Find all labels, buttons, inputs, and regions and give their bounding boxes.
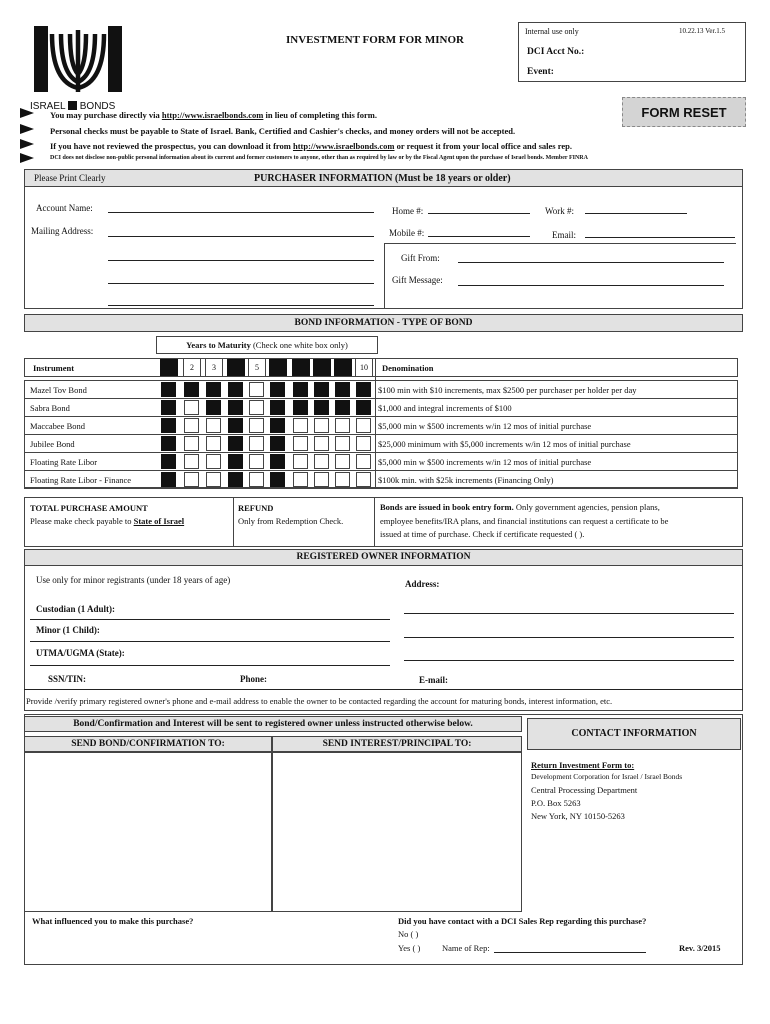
city: New York, NY 10150-5263 <box>531 811 625 821</box>
unavailable-term-cell <box>228 436 243 451</box>
mobile-phone-field[interactable] <box>428 236 530 237</box>
year-column-4 <box>227 359 245 376</box>
unavailable-term-cell <box>228 472 243 487</box>
unavailable-term-cell <box>293 382 308 397</box>
work-phone-field[interactable] <box>585 213 687 214</box>
maturity-checkbox[interactable] <box>335 454 350 469</box>
gift-from-field[interactable] <box>458 262 724 263</box>
year-column-10: 10 <box>355 359 373 376</box>
israel-bonds-logo <box>30 22 126 102</box>
mobile-phone-label: Mobile #: <box>389 228 425 238</box>
owner-address-field-2[interactable] <box>404 637 734 638</box>
years-to-maturity-box <box>156 336 378 354</box>
gift-from-label: Gift From: <box>401 253 440 263</box>
arrow-icon <box>20 139 34 149</box>
mailing-address-field-3[interactable] <box>108 283 374 284</box>
internal-use-box <box>518 22 746 82</box>
maturity-checkbox[interactable] <box>356 454 371 469</box>
owner-address-field-3[interactable] <box>404 660 734 661</box>
unavailable-term-cell <box>206 382 221 397</box>
account-name-field[interactable] <box>108 212 374 213</box>
ssn-label: SSN/TIN: <box>48 674 87 684</box>
send-bond-heading-bar <box>24 736 272 752</box>
maturity-checkbox[interactable] <box>206 436 221 451</box>
email-field[interactable] <box>585 237 735 238</box>
maturity-checkbox[interactable] <box>335 472 350 487</box>
dci-contact-label: Did you have contact with a DCI Sales Rep regarding this purchase? <box>398 916 647 926</box>
form-reset-button[interactable] <box>622 97 746 127</box>
bond-denomination: $5,000 min w $500 increments w/in 12 mos of initial purchase <box>378 457 592 467</box>
year-column-8 <box>313 359 331 376</box>
maturity-checkbox[interactable] <box>206 418 221 433</box>
maturity-checkbox[interactable] <box>184 436 199 451</box>
maturity-checkbox[interactable] <box>293 418 308 433</box>
maturity-checkbox[interactable] <box>249 400 264 415</box>
instrument-header: Instrument <box>33 363 75 373</box>
unavailable-term-cell <box>228 454 243 469</box>
total-purchase-label[interactable]: TOTAL PURCHASE AMOUNT <box>30 503 148 513</box>
home-phone-field[interactable] <box>428 213 530 214</box>
unavailable-term-cell <box>270 382 285 397</box>
unavailable-term-cell <box>228 400 243 415</box>
owner-phone-label: Phone: <box>240 674 267 684</box>
bond-denomination: $1,000 and integral increments of $100 <box>378 403 512 413</box>
home-phone-label: Home #: <box>392 206 424 216</box>
years-to-maturity-label: Years to Maturity <box>186 340 251 350</box>
year-column-9 <box>334 359 352 376</box>
form-reset-label: FORM RESET <box>641 105 727 120</box>
mailing-address-field-2[interactable] <box>108 260 374 261</box>
note-purchase-online: You may purchase directly via http://www.israelbonds.com in lieu of completing this form. <box>50 110 377 120</box>
logo-bonds-text: BONDS <box>79 101 116 112</box>
maturity-checkbox[interactable] <box>249 418 264 433</box>
unavailable-term-cell <box>161 472 176 487</box>
owner-heading-bar <box>24 549 743 566</box>
provide-note: Provide /verify primary registered owner's phone and e-mail address to enable the owner to be contacted regarding the account for maturing bonds, interest information, etc. <box>26 696 613 706</box>
maturity-checkbox[interactable] <box>249 454 264 469</box>
mailing-address-field-4[interactable] <box>108 305 374 306</box>
maturity-checkbox[interactable] <box>356 418 371 433</box>
send-interest-field[interactable] <box>272 752 522 912</box>
year-column-2: 2 <box>183 359 201 376</box>
bond-denomination: $100k min. with $25k increments (Financing Only) <box>378 475 554 485</box>
logo-israel-text: ISRAEL <box>30 101 66 112</box>
bond-instrument: Maccabee Bond <box>30 421 85 431</box>
mailing-address-field-1[interactable] <box>108 236 374 237</box>
unavailable-term-cell <box>270 418 285 433</box>
rep-name-label: Name of Rep: <box>442 943 490 953</box>
unavailable-term-cell <box>270 454 285 469</box>
note-personal-checks: Personal checks must be payable to State of Israel. Bank, Certified and Cashier's checks, and money orders will not be accepted. <box>50 126 516 136</box>
maturity-checkbox[interactable] <box>356 472 371 487</box>
department: Central Processing Department <box>531 785 638 795</box>
year-column-7 <box>292 359 310 376</box>
payable-note: Please make check payable to State of Israel <box>30 516 185 526</box>
unavailable-term-cell <box>161 382 176 397</box>
maturity-checkbox[interactable] <box>184 472 199 487</box>
po-box: P.O. Box 5263 <box>531 798 581 808</box>
unavailable-term-cell <box>161 400 176 415</box>
unavailable-term-cell <box>206 400 221 415</box>
unavailable-term-cell <box>356 382 371 397</box>
refund-label: REFUND <box>238 503 274 513</box>
maturity-checkbox[interactable] <box>293 436 308 451</box>
minor-note: Use only for minor registrants (under 18 years of age) <box>36 575 231 585</box>
org-name: Development Corporation for Israel / Israel Bonds <box>531 772 683 781</box>
unavailable-term-cell <box>314 382 329 397</box>
contact-heading: CONTACT INFORMATION <box>571 728 697 739</box>
denomination-header: Denomination <box>382 363 434 373</box>
print-clearly-label: Please Print Clearly <box>34 173 106 183</box>
arrow-icon <box>20 153 34 163</box>
dci-acct-label[interactable]: DCI Acct No.: <box>527 47 585 57</box>
arrow-icon <box>20 124 34 134</box>
unavailable-term-cell <box>270 436 285 451</box>
maturity-checkbox[interactable] <box>206 472 221 487</box>
revision-label: Rev. 3/2015 <box>679 943 721 953</box>
maturity-checkbox[interactable] <box>206 454 221 469</box>
bond-header-row <box>24 358 738 377</box>
prospectus-link[interactable]: http://www.israelbonds.com <box>292 141 395 151</box>
unavailable-term-cell <box>293 400 308 415</box>
utma-label: UTMA/UGMA (State): <box>36 648 125 658</box>
unavailable-term-cell <box>356 400 371 415</box>
owner-heading: REGISTERED OWNER INFORMATION <box>296 552 471 562</box>
year-column-6 <box>269 359 287 376</box>
maturity-checkbox[interactable] <box>335 436 350 451</box>
year-column-3: 3 <box>205 359 223 376</box>
logo-seal-icon <box>68 101 77 110</box>
year-column-5: 5 <box>248 359 266 376</box>
year-column-1 <box>160 359 178 376</box>
send-banner: Bond/Confirmation and Interest will be sent to registered owner unless instructed otherwise below. <box>24 716 522 732</box>
email-label: Email: <box>552 230 576 240</box>
unavailable-term-cell <box>228 382 243 397</box>
internal-use-label: Internal use only <box>525 27 579 36</box>
bond-instrument: Jubilee Bond <box>30 439 75 449</box>
arrow-icon <box>20 108 34 118</box>
book-entry-note: Bonds are issued in book entry form. Only government agencies, pension plans, employee benefits/IRA plans, and financial institutions can request a certificate to be issued at time of purchase. Check if certificate requested ( ). <box>380 502 669 539</box>
unavailable-term-cell <box>270 472 285 487</box>
account-name-label: Account Name: <box>36 203 93 213</box>
maturity-checkbox[interactable] <box>314 436 329 451</box>
maturity-checkbox[interactable] <box>314 454 329 469</box>
maturity-checkbox[interactable] <box>314 418 329 433</box>
yes-checkbox[interactable]: Yes ( ) <box>398 943 421 953</box>
bond-heading: BOND INFORMATION - TYPE OF BOND <box>294 318 473 328</box>
send-interest-label: SEND INTEREST/PRINCIPAL TO: <box>322 739 472 749</box>
maturity-checkbox[interactable] <box>314 472 329 487</box>
rep-name-field[interactable] <box>494 952 646 953</box>
return-label: Return Investment Form to: <box>531 760 635 770</box>
years-note: (Check one white box only) <box>250 340 348 350</box>
work-phone-label: Work #: <box>545 206 575 216</box>
owner-section <box>24 549 743 711</box>
unavailable-term-cell <box>161 454 176 469</box>
owner-email-label: E-mail: <box>419 675 448 685</box>
unavailable-term-cell <box>335 382 350 397</box>
bond-denomination: $5,000 min w $500 increments w/in 12 mos of initial purchase <box>378 421 592 431</box>
website-link[interactable]: http://www.israelbonds.com <box>161 110 264 120</box>
unavailable-term-cell <box>161 418 176 433</box>
minor-label: Minor (1 Child): <box>36 625 100 635</box>
unavailable-term-cell <box>228 418 243 433</box>
form-title: INVESTMENT FORM FOR MINOR <box>286 34 464 46</box>
custodian-label: Custodian (1 Adult): <box>36 604 116 614</box>
contact-heading-bar <box>527 718 741 750</box>
note-privacy: DCI does not disclose non-public personal information about its current and former customers to anyone, other than as required by law or by the Fiscal Agent upon the purchase of Israel bonds. Member FINRA <box>50 155 588 161</box>
bond-instrument: Sabra Bond <box>30 403 70 413</box>
unavailable-term-cell <box>335 400 350 415</box>
unavailable-term-cell <box>270 400 285 415</box>
unavailable-term-cell <box>184 382 199 397</box>
purchaser-heading: PURCHASER INFORMATION (Must be 18 years or older) <box>254 173 511 184</box>
unavailable-term-cell <box>161 436 176 451</box>
note-prospectus: If you have not reviewed the prospectus, you can download it from http://www.israelbonds.com or request it from your local office and sales rep. <box>50 141 572 151</box>
bond-instrument: Mazel Tov Bond <box>30 385 87 395</box>
send-interest-heading-bar <box>272 736 522 752</box>
maturity-checkbox[interactable] <box>356 436 371 451</box>
version-label: 10.22.13 Ver.1.5 <box>679 27 725 35</box>
bond-heading-bar <box>24 314 743 332</box>
bond-denomination: $25,000 minimum with $5,000 increments w/in 12 mos of initial purchase <box>378 439 631 449</box>
maturity-checkbox[interactable] <box>184 400 199 415</box>
gift-message-field[interactable] <box>458 285 724 286</box>
maturity-checkbox[interactable] <box>184 454 199 469</box>
bond-denomination: $100 min with $10 increments, max $2500 per purchaser per holder per day <box>378 385 637 395</box>
unavailable-term-cell <box>314 400 329 415</box>
bond-instrument: Floating Rate Libor <box>30 457 98 467</box>
influenced-label[interactable]: What influenced you to make this purchase? <box>32 916 194 926</box>
maturity-checkbox[interactable] <box>293 454 308 469</box>
maturity-checkbox[interactable] <box>249 382 264 397</box>
bond-instrument: Floating Rate Libor - Finance <box>30 475 132 485</box>
event-label[interactable]: Event: <box>527 67 554 77</box>
no-checkbox[interactable]: No ( ) <box>398 929 419 939</box>
owner-address-field-1[interactable] <box>404 613 734 614</box>
gift-message-label: Gift Message: <box>392 275 443 285</box>
maturity-checkbox[interactable] <box>293 472 308 487</box>
menorah-icon <box>30 22 126 102</box>
send-bond-label: SEND BOND/CONFIRMATION TO: <box>71 739 225 749</box>
maturity-checkbox[interactable] <box>335 418 350 433</box>
refund-note: Only from Redemption Check. <box>238 516 344 526</box>
maturity-checkbox[interactable] <box>249 472 264 487</box>
mailing-address-label: Mailing Address: <box>31 226 94 236</box>
send-bond-field[interactable] <box>24 752 272 912</box>
owner-address-label: Address: <box>405 579 440 589</box>
maturity-checkbox[interactable] <box>249 436 264 451</box>
maturity-checkbox[interactable] <box>184 418 199 433</box>
